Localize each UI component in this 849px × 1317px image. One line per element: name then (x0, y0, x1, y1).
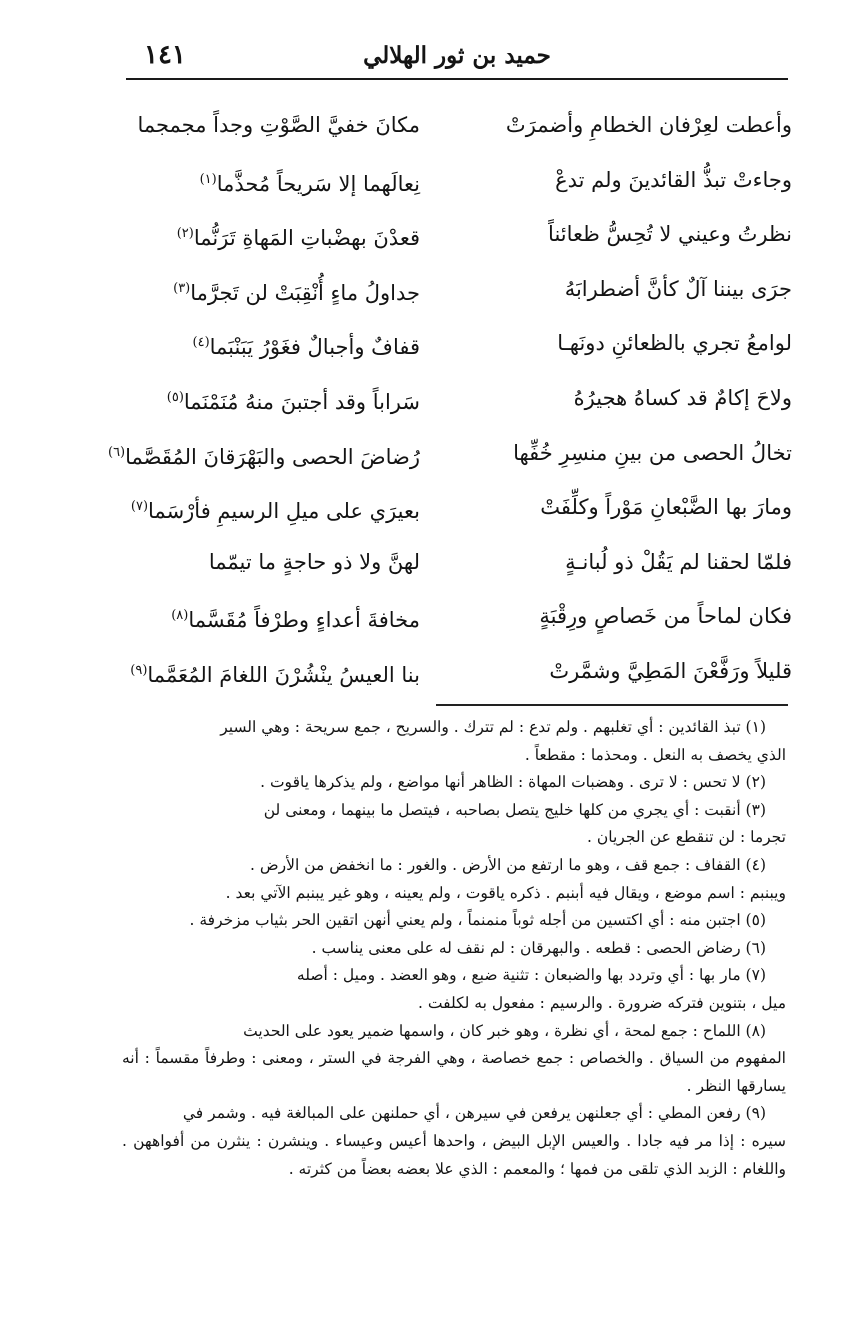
footnote-continuation: الذي يخصف به النعل . ومحذما : مقطعاً . (524, 745, 786, 764)
verse-first-hemistich: ومارَ بها الضَّبْعانِ مَوْراً وكلِّفَتْ (540, 495, 792, 520)
footnote (122, 714, 786, 769)
page-header (126, 38, 788, 78)
verse-second-text: قعدْنَ بهضْباتِ المَهاةِ تَرَنُّما (193, 226, 420, 251)
footnotes (122, 714, 786, 1183)
verse-first-hemistich: فكان لماحاً من خَصاصٍ ورِقْبَةٍ (539, 604, 792, 629)
verse-second-text: مكانَ خفيَّ الصَّوْتِ وجداً مجمجما (137, 113, 420, 137)
footnote-marker: (٦) (107, 444, 126, 460)
verse-second-text: بعيرَي على ميلِ الرسيمِ فأرْسَما (148, 499, 420, 524)
footnote-text: (٤) القفاف : جمع قف ، وهو ما ارتفع من الأرض . والغور : ما انخفض من الأرض . (250, 855, 766, 874)
footnote-text: (٨) اللماح : جمع لمحة ، أي نظرة ، وهو خبر كان ، واسمها ضمير يعود على الحديث (243, 1021, 766, 1040)
verse-second-text: بنا العيسُ ينْشُرْنَ اللغامَ المُعَمَّما (147, 662, 420, 687)
footnote-marker: (٥) (166, 389, 184, 405)
verse-second-hemistich (110, 272, 420, 310)
verse-second-text: قفافٌ وأجبالٌ فغَوْرُ يَبَنْبَما (209, 335, 420, 360)
footnote-continuation: المفهوم من السياق . والخصاص : جمع خصاصة ، وهي الفرجة في الستر ، ومعنى : وطرفاً مقسماً : أنه يسارقها النظر . (122, 1049, 786, 1095)
verse-first-hemistich: وجاءتْ تبذُّ القائدينَ ولم تدعْ (555, 167, 792, 192)
footnote (122, 852, 786, 907)
running-head: حميد بن ثور الهلالي (363, 42, 551, 69)
footnote-text: (٣) أنقبت : أي يجري من كلها خليج يتصل بصاحبه ، فيتصل ما بينهما ، ومعنى لن (263, 800, 766, 819)
footnote (122, 1100, 786, 1183)
verse-first-hemistich: قليلاً ورَفَّعْنَ المَطِيَّ وشمَّرتْ (549, 658, 792, 683)
verse-second-text: مخافةَ أعداءٍ وطرْفاً مُقَسَّما (188, 608, 420, 633)
verse-first-hemistich: تخالُ الحصى من بينِ منسِرِ خُفِّها (513, 440, 792, 465)
verse-first-hemistich: لوامعُ تجري بالظعائنِ دونَهـا (557, 331, 792, 356)
verse (120, 209, 792, 264)
footnote-text: (٩) رفعن المطي : أي جعلنهن يرفعن في سيرهن ، أي حملنهن على المبالغة فيه . وشمر في (182, 1104, 766, 1123)
footnote-continuation: ويبنبم : اسم موضع ، ويقال فيه أبنبم . ذكره ياقوت ، ولم يعينه ، وهو غير يبنبم الآتي بعد . (225, 883, 786, 902)
verse-second-hemistich (110, 545, 420, 579)
verse-first-hemistich: نظرتُ وعيني لا تُحِسُّ ظعائناً (548, 222, 792, 247)
footnote-text: (٧) مار بها : أي وتردد بها والضبعان : تثنية ضبع ، وهو العضد . وميل : أصله (296, 966, 766, 985)
footnote (122, 769, 786, 797)
verse-second-text: سَراباً وقد أجتبنَ منهُ مُنَمْنَما (183, 389, 420, 414)
verse (120, 591, 792, 646)
verse-second-hemistich (110, 163, 420, 201)
footnote-text: (٥) اجتبن منه : أي اكتسين من أجله ثوباً منمنماً ، ولم يعني أنهن اتقين الحر بثياب مزخرفة . (189, 911, 766, 930)
verse-second-hemistich (110, 654, 420, 692)
verse-second-hemistich (110, 599, 420, 637)
verse (120, 482, 792, 537)
footnote-marker: (٤) (192, 335, 210, 351)
verse-second-text: جداولُ ماءٍ أُنْقِبَتْ لن تَجرَّما (190, 280, 420, 305)
verse (120, 537, 792, 592)
verse-second-hemistich (110, 326, 420, 364)
footnote-text: (٦) رضاض الحصى : قطعه . والبهرقان : لم نقف له على معنى يناسب . (311, 938, 766, 957)
footnote-marker: (١) (199, 171, 217, 187)
footnotes-rule (436, 704, 788, 706)
footnote-marker: (٩) (130, 662, 148, 678)
verse (120, 100, 792, 155)
footnote (122, 935, 786, 963)
verse (120, 373, 792, 428)
verse-second-text: رُضاضَ الحصى والبَهْرَقانَ المُقَصَّما (125, 444, 420, 469)
verse-second-hemistich (110, 381, 420, 419)
footnote (122, 1018, 786, 1101)
footnote (122, 907, 786, 935)
verse-second-hemistich (110, 108, 420, 142)
verse (120, 264, 792, 319)
footnote-text: (٢) لا تحس : لا ترى . وهضبات المهاة : الظاهر أنها مواضع ، ولم يذكرها ياقوت . (260, 773, 766, 792)
poem (107, 100, 792, 701)
footnote-marker: (٢) (176, 226, 194, 242)
verse (107, 428, 792, 483)
header-rule (126, 78, 788, 80)
footnote-text: (١) تبذ القائدين : أي تغلبهم . ولم تدع : لم تترك . والسريح ، جمع سريحة : وهي السير (220, 718, 766, 736)
verse (120, 318, 792, 373)
verse-first-hemistich: وأعطت لعِرْفان الخطامِ وأضمرَتْ (505, 113, 792, 137)
footnote (122, 962, 786, 1017)
footnote-marker: (٨) (171, 608, 189, 624)
verse-second-hemistich (110, 490, 420, 528)
verse-second-text: نِعالَهما إلا سَريحاً مُحذَّما (216, 171, 420, 196)
page-number: ١٤١ (144, 40, 186, 70)
verse (120, 155, 792, 210)
footnote-marker: (٧) (130, 499, 149, 515)
footnote-marker: (٣) (173, 280, 191, 296)
verse-second-hemistich (110, 217, 420, 255)
footnote-continuation: تجرما : لن تنقطع عن الجريان . (587, 828, 786, 847)
verse-second-hemistich (107, 436, 420, 474)
verse-first-hemistich: جرَى بيننا آلٌ كأنَّ أضطرابَهُ (564, 276, 792, 301)
footnote (122, 797, 786, 852)
footnote-continuation: ميل ، بتنوين فتركه ضرورة . والرسيم : مفعول به لكلفت . (418, 993, 786, 1012)
footnote-continuation: سيره : إذا مر فيه جادا . والعيس الإبل البيض ، واحدها أعيس وعيساء . وينشرن : ينثرن من أفواههن . واللغام : الزبد الذي تلقى من فمها ؛ والمعمم : الذي علا بعضه بعضاً من كثرته . (122, 1131, 786, 1178)
verse-first-hemistich: ولاحَ إكامٌ قد كساهُ هجيرُهُ (573, 385, 792, 410)
verse-second-text: لهنَّ ولا ذو حاجةٍ ما تيمّما (208, 549, 420, 574)
verse-first-hemistich: فلمّا لحقنا لم يَقُلْ ذو لُبانـةٍ (565, 549, 792, 574)
verse (120, 646, 792, 701)
